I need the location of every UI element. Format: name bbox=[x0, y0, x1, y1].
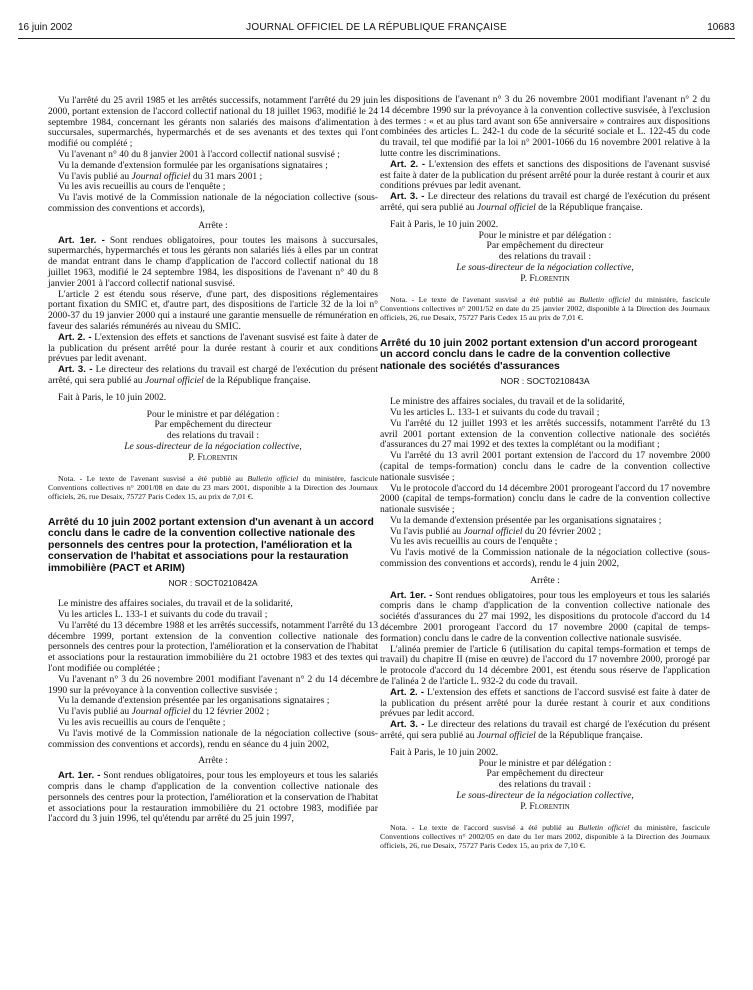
left-column bbox=[48, 96, 378, 825]
paragraph: Vu l'arrêté du 13 décembre 1988 et les arrêtés successifs, notamment l'arrêté du 13 décembre 1999, portant extension de la convention collective nationale des personnels des centres pour la protection, l'amélioration et la conservation de l'habitat et associations pour la restauration immobilière du 21 octobre 1983 et des textes qui l'ont modifiée ou complétée ; bbox=[48, 619, 378, 675]
article bbox=[48, 236, 378, 290]
text: du ministère, fascicule Conventions collectives n° 2001/52 en date du 25 janvier 2002, disponible à la Direction des Journaux officiels, 26, rue Desaix, 75727 Paris Cedex 15 au prix de 7,01 €. bbox=[380, 294, 710, 322]
paragraph: L'article 2 est étendu sous réserve, d'une part, des dispositions réglementaires portant fixation du SMIC et, d'autre part, des dispositions de l'article 32 de la loi n° 2000-37 du 19 janvier 2000 qui a instauré une garantie mensuelle de rémunération en faveur des salariés rémunérés au niveau du SMIC. bbox=[48, 288, 378, 332]
signatory-title: Le sous-directeur de la négociation collective, bbox=[124, 440, 302, 452]
nota bbox=[380, 295, 710, 322]
signature-date: Fait à Paris, le 10 juin 2002. bbox=[390, 218, 499, 230]
article-text: L'extension des effets et sanctions de l'avenant susvisé est faite à dater de la publication du présent arrêté pour la durée restant à courir et aux conditions prévues par ledit avenant. bbox=[48, 331, 378, 365]
signature-block bbox=[380, 759, 710, 813]
journal-ref: Journal officiel bbox=[131, 706, 191, 718]
article-label: Art. 3. - bbox=[390, 191, 425, 203]
paragraph: Vu la demande d'extension présentée par les organisations signataires ; bbox=[390, 514, 662, 526]
paragraph: Vu l'avenant n° 3 du 26 novembre 2001 modifiant l'avenant n° 2 du 14 décembre 1990 sur la prévoyance à la convention collective susvisée ; bbox=[48, 673, 378, 696]
paragraph: Vu l'arrêté du 25 avril 1985 et les arrêtés successifs, notamment l'arrêté du 29 juin 2000, portant extension de l'accord collectif national du 18 juillet 1963, modifié le 24 septembre 1984, concernant les gérants non salariés des maisons d'alimentation à succursales, supermarchés, hypermarchés et de ses avenants et des textes qui l'ont modifié ou complété ; bbox=[48, 95, 378, 150]
arrete-heading: Arrête : bbox=[530, 574, 560, 586]
journal-ref: Journal officiel bbox=[476, 730, 536, 742]
text: Vu l'avis publié au bbox=[390, 525, 464, 537]
signatory-title: Le sous-directeur de la négociation collective, bbox=[456, 790, 634, 802]
article bbox=[380, 591, 710, 645]
nor-reference: NOR : SOCT0210842A bbox=[168, 578, 258, 589]
article-label: Art. 1er. - bbox=[58, 770, 101, 782]
article-text: Le directeur des relations du travail est chargé de l'exécution du présent arrêté, qui sera publié au bbox=[48, 364, 378, 386]
text: du 12 février 2002 ; bbox=[190, 706, 270, 718]
article bbox=[48, 333, 378, 365]
signature-line: Par empêchement du directeur bbox=[154, 419, 272, 431]
paragraph: Vu les articles L. 133-1 et suivants du code du travail ; bbox=[390, 406, 600, 418]
paragraph: Vu l'arrêté du 13 avril 2001 portant extension de l'accord du 17 novembre 2000 (capital de temps-formation) conclu dans le cadre de la convention collective nationale susvisée ; bbox=[380, 450, 710, 483]
text: du ministère, fascicule Conventions collectives n° 2001/08 en date du 23 mars 2001, disponible à la Direction des Journaux officiels, 26, rue Desaix, 75727 Paris Cedex 15, au prix de 7,01 €. bbox=[48, 473, 378, 501]
journal-ref: Journal officiel bbox=[463, 525, 523, 537]
text: Nota. - Le texte de l'accord susvisé a été publié au bbox=[390, 822, 579, 832]
paragraph: Vu les articles L. 133-1 et suivants du code du travail ; bbox=[58, 609, 268, 621]
signature-block bbox=[380, 231, 710, 285]
article bbox=[380, 720, 710, 742]
paragraph: Vu les avis recueillis au cours de l'enquête ; bbox=[58, 181, 226, 193]
signature-block bbox=[48, 410, 378, 464]
paragraph: Le ministre des affaires sociales, du travail et de la solidarité, bbox=[390, 396, 625, 408]
paragraph: Vu l'avenant n° 40 du 8 janvier 2001 à l'accord collectif national susvisé ; bbox=[58, 148, 340, 160]
article-label: Art. 1er. - bbox=[390, 589, 433, 601]
signature-line: des relations du travail : bbox=[498, 779, 592, 791]
signature-line: P. Florentin bbox=[520, 800, 570, 812]
article-text: L'extension des effets et sanctions de l'accord susvisé est faite à dater de la publication du présent arrêté pour la durée restant à courir et aux conditions prévues par ledit accord. bbox=[380, 686, 710, 720]
article-label: Art. 3. - bbox=[390, 719, 425, 731]
journal-ref: Journal officiel bbox=[131, 170, 191, 182]
decree-title: Arrêté du 10 juin 2002 portant extension d'un avenant à un accord conclu dans le cadre de la convention collective nationale des personnels des centres pour la protection, l'amélioration et la conservation de l'habitat et associations pour la restauration immobilière (PACT et ARIM) bbox=[48, 516, 374, 574]
paragraph: les dispositions de l'avenant n° 3 du 26 novembre 2001 modifiant l'avenant n° 2 du 14 décembre 1990 sur la prévoyance à la convention collective susvisée, à l'exclusion des termes : « et au plus tard avant son 65e anniversaire » contraires aux dispositions combinées des articles L. 242-1 du code de la sécurité sociale et L. 122-45 du code du travail, tel que modifié par la loi n° 2001-1066 du 16 novembre 2001 relative à la lutte contre les discriminations. bbox=[380, 94, 710, 159]
nor-reference: NOR : SOCT0210843A bbox=[500, 376, 590, 387]
article bbox=[380, 192, 710, 214]
article-text: Sont rendues obligatoires, pour tous les employeurs et tous les salariés compris dans le champ d'application de la convention collective nationale des personnels des centres pour la protection, l'amélioration et la conservation de l'habitat et associations pour la restauration immobilière du 21 octobre 1983, modifiée par l'accord du 3 juin 1996, tel qu'étendu par arrêté du 25 juin 1997, bbox=[48, 770, 379, 825]
header-rule bbox=[18, 38, 735, 39]
article-text: de la République française. bbox=[535, 730, 643, 742]
text: du ministère, fascicule Conventions collectives n° 2002/05 en date du 1er mars 2002, disponible à la Direction des Journaux officiels, 26, rue Desaix, 75727 Paris Cedex 15, au prix de 7,10 €. bbox=[380, 822, 710, 850]
arrete-heading: Arrête : bbox=[198, 219, 228, 231]
text: Nota. - Le texte de l'avenant susvisé a été publié au bbox=[390, 294, 580, 304]
article bbox=[48, 365, 378, 387]
signature-line: P. Florentin bbox=[188, 451, 238, 463]
article-label: Art. 1er. - bbox=[58, 234, 105, 246]
signature-line: Par empêchement du directeur bbox=[486, 768, 604, 780]
signature-line: Pour le ministre et par délégation : bbox=[478, 229, 612, 241]
paragraph: Vu le protocole d'accord du 14 décembre 2001 prorogeant l'accord du 17 novembre 2000 (capital de temps-formation) conclu dans le cadre de la convention collective nationale susvisée ; bbox=[380, 482, 710, 516]
paragraph: Vu l'avis motivé de la Commission nationale de la négociation collective (sous-commission des conventions et accords), rendu le 4 juin 2002, bbox=[380, 547, 710, 570]
paragraph: Le ministre des affaires sociales, du travail et de la solidarité, bbox=[58, 598, 293, 610]
text: du 31 mars 2001 ; bbox=[190, 170, 263, 182]
article-text: de la République française. bbox=[535, 201, 643, 213]
article-text: Le directeur des relations du travail est chargé de l'exécution du présent arrêté, qui sera publié au bbox=[380, 719, 710, 742]
page-number: 10683 bbox=[707, 22, 735, 33]
paragraph: Vu la demande d'extension formulée par les organisations signataires ; bbox=[58, 159, 328, 171]
paragraph: Vu la demande d'extension présentée par les organisations signataires ; bbox=[58, 695, 330, 707]
text: Vu l'avis publié au bbox=[58, 170, 132, 182]
decree-title: Arrêté du 10 juin 2002 portant extension d'un accord prorogeant un accord conclu dans le cadre de la convention collective nationale des sociétés d'assurances bbox=[380, 337, 698, 372]
signature-date: Fait à Paris, le 10 juin 2002. bbox=[58, 391, 167, 403]
article bbox=[48, 771, 378, 825]
signatory-title: Le sous-directeur de la négociation collective, bbox=[456, 261, 634, 273]
article bbox=[380, 688, 710, 720]
arrete-heading: Arrête : bbox=[198, 755, 228, 767]
text: Nota. - Le texte de l'avenant susvisé a été publié au bbox=[58, 473, 248, 483]
article bbox=[380, 160, 710, 192]
article-text: Sont rendues obligatoires, pour toutes les maisons à succursales, supermarchés, hypermarchés et tous les gérants non salariés liés à elles par un contrat de mandat entrant dans le champ d'application de l'accord collectif national du 18 juillet 1963, modifié le 24 septembre 1984, les dispositions de l'avenant n° 40 du 8 janvier 2001 à l'accord collectif national susvisé. bbox=[48, 234, 378, 289]
article-label: Art. 2. - bbox=[58, 331, 92, 343]
right-column bbox=[380, 95, 710, 850]
page-header bbox=[18, 22, 735, 36]
article-label: Art. 2. - bbox=[390, 686, 425, 698]
paragraph: Vu l'avis motivé de la Commission nationale de la négociation collective (sous-commission des conventions et accords), bbox=[48, 192, 378, 214]
signature-line: des relations du travail : bbox=[166, 430, 260, 442]
nota bbox=[380, 823, 710, 850]
journal-ref: Journal officiel bbox=[144, 374, 204, 386]
signature-line: Par empêchement du directeur bbox=[486, 240, 604, 252]
article-label: Art. 2. - bbox=[390, 158, 426, 170]
article-text: Sont rendues obligatoires, pour tous les employeurs et tous les salariés compris dans le champ d'application de la convention collective nationale des sociétés d'assurances du 27 mai 1992, les dispositions du protocole d'accord du 14 décembre 2001 prorogeant l'accord du 17 novembre 2000 (capital de temps-formation) conclu dans le cadre de la convention collective nationale susvisée. bbox=[380, 589, 711, 644]
bulletin-ref: Bulletin officiel bbox=[247, 473, 299, 483]
text: du 20 février 2002 ; bbox=[522, 525, 602, 537]
signature-line: P. Florentin bbox=[520, 272, 570, 284]
bulletin-ref: Bulletin officiel bbox=[579, 294, 631, 304]
text: Vu l'avis publié au bbox=[58, 706, 132, 718]
signature-date: Fait à Paris, le 10 juin 2002. bbox=[390, 746, 499, 758]
journal-ref: Journal officiel bbox=[476, 201, 536, 213]
journal-title: JOURNAL OFFICIEL DE LA RÉPUBLIQUE FRANÇAISE bbox=[246, 22, 507, 33]
article-text: de la République française. bbox=[203, 374, 311, 386]
paragraph: Vu les avis recueillis au cours de l'enquête ; bbox=[58, 717, 226, 729]
article-text: L'extension des effets et sanctions des dispositions de l'avenant susvisé est faite à dater de la publication du présent arrêté pour la durée restant à courir et aux conditions prévues par ledit avenant. bbox=[380, 158, 710, 192]
nota bbox=[48, 474, 378, 501]
signature-line: des relations du travail : bbox=[498, 251, 592, 263]
article-label: Art. 3. - bbox=[58, 364, 93, 376]
paragraph: Vu l'arrêté du 12 juillet 1993 et les arrêtés successifs, notamment l'arrêté du 13 avril 2001 portant extension de la convention collective nationale des sociétés d'assurances du 27 mai 1992 et des textes la complétant ou la modifiant ; bbox=[380, 417, 710, 451]
article-text: Le directeur des relations du travail est chargé de l'exécution du présent arrêté, qui sera publié au bbox=[380, 191, 710, 213]
signature-line: Pour le ministre et par délégation : bbox=[478, 757, 612, 769]
signature-line: Pour le ministre et par délégation : bbox=[146, 408, 280, 420]
bulletin-ref: Bulletin officiel bbox=[578, 822, 630, 832]
paragraph: Vu l'avis motivé de la Commission nationale de la négociation collective (sous-commission des conventions et accords), rendu en séance du 4 juin 2002, bbox=[48, 727, 378, 750]
header-date: 16 juin 2002 bbox=[18, 22, 73, 33]
paragraph: L'alinéa premier de l'article 6 (utilisation du capital temps-formation et temps de travail) du chapitre II (mise en œuvre) de l'accord du 17 novembre 2000, prorogé par le protocole d'accord du 14 décembre 2001, est étendu sous réserve de l'application de l'alinéa 2 de l'article L. 932-2 du code du travail. bbox=[380, 643, 710, 688]
paragraph: Vu les avis recueillis au cours de l'enquête ; bbox=[390, 536, 558, 548]
